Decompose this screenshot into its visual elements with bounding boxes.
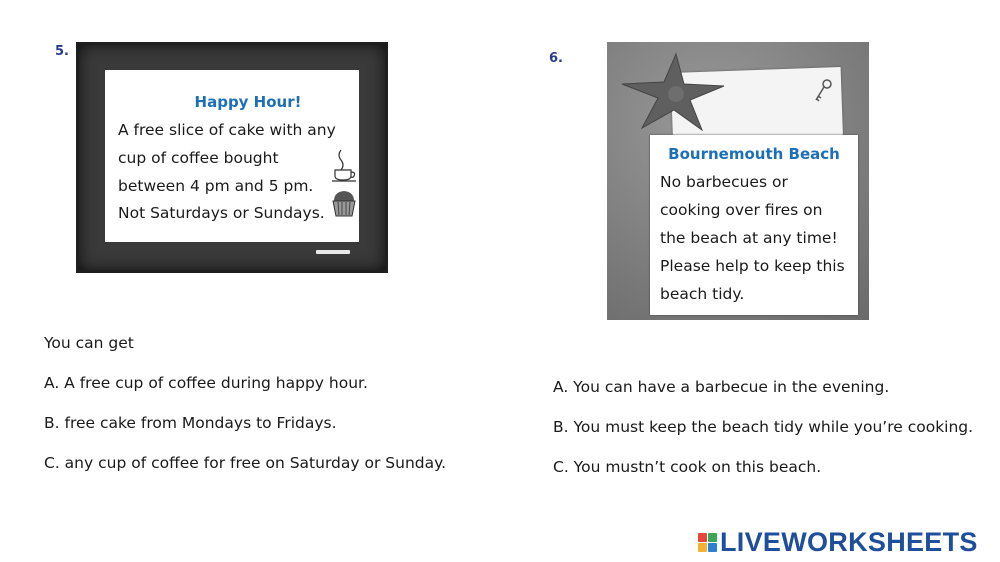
sign-title: Happy Hour!	[194, 93, 302, 111]
answer-option-c[interactable]: C. You mustn’t cook on this beach.	[553, 458, 822, 476]
sign-title: Bournemouth Beach	[668, 145, 840, 163]
logo-mark-icon	[698, 533, 717, 552]
question-prompt: You can get	[44, 334, 134, 352]
key-icon	[812, 78, 834, 104]
sign-line: beach tidy.	[660, 285, 745, 303]
logo-text: LIVEWORKSHEETS	[720, 526, 978, 557]
coffee-cup-icon	[331, 148, 357, 184]
chalk-piece	[316, 250, 350, 254]
sign-line: No barbecues or	[660, 173, 788, 191]
sign-line: Not Saturdays or Sundays.	[118, 204, 325, 222]
sign-line: A free slice of cake with any	[118, 121, 336, 139]
answer-option-b[interactable]: B. free cake from Mondays to Fridays.	[44, 414, 337, 432]
sign-line: cooking over fires on	[660, 201, 823, 219]
answer-option-a[interactable]: A. A free cup of coffee during happy hour.	[44, 374, 368, 392]
sign-line: between 4 pm and 5 pm.	[118, 177, 314, 195]
starfish-icon	[618, 50, 730, 134]
answer-option-c[interactable]: C. any cup of coffee for free on Saturday or Sunday.	[44, 454, 446, 472]
answer-option-b[interactable]: B. You must keep the beach tidy while you’re cooking.	[553, 418, 974, 436]
sign-line: the beach at any time!	[660, 229, 838, 247]
liveworksheets-logo	[698, 527, 978, 557]
cupcake-icon	[330, 188, 358, 218]
question-6-number: 6.	[549, 51, 563, 66]
sign-line: cup of coffee bought	[118, 149, 279, 167]
answer-option-a[interactable]: A. You can have a barbecue in the evening.	[553, 378, 890, 396]
sign-line: Please help to keep this	[660, 257, 845, 275]
question-5-number: 5.	[55, 44, 69, 59]
